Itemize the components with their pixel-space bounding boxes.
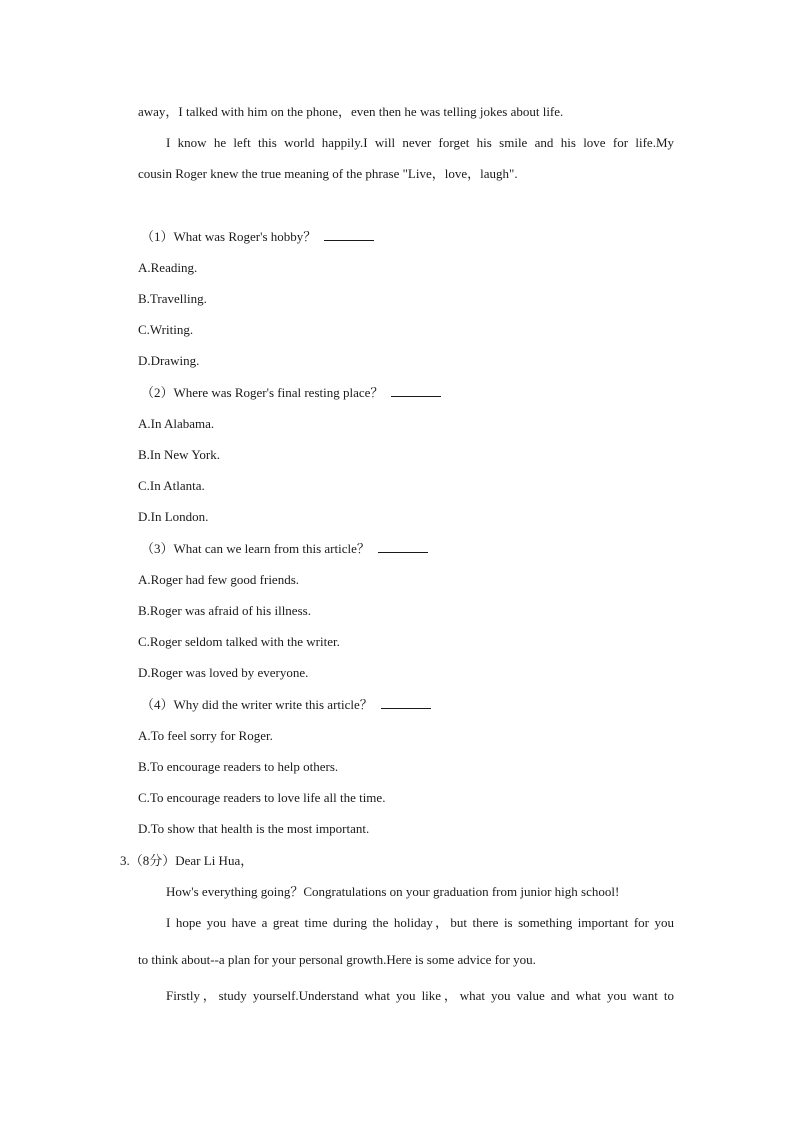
option-c: C.In Atlanta.: [138, 478, 205, 493]
passage-line: away，I talked with him on the phone，even then he was telling jokes about life.: [138, 104, 564, 119]
letter-line: to think about--a plan for your personal growth.Here is some advice for you.: [138, 952, 536, 967]
option-b: B.Travelling.: [138, 291, 207, 306]
option-b: B.Roger was afraid of his illness.: [138, 603, 311, 618]
question-stem: （4）Why did the writer write this article？: [141, 696, 431, 714]
option-c: C.To encourage readers to love life all the time.: [138, 790, 386, 805]
answer-blank[interactable]: [378, 540, 428, 553]
option-b: B.In New York.: [138, 447, 220, 462]
answer-blank[interactable]: [391, 384, 441, 397]
letter-line: How's everything going？Congratulations on your graduation from junior high school!: [166, 884, 620, 899]
option-d: D.Roger was loved by everyone.: [138, 665, 309, 680]
option-a: A.To feel sorry for Roger.: [138, 728, 273, 743]
option-c: C.Writing.: [138, 322, 194, 337]
passage-line: I know he left this world happily.I will never forget his smile and his love for life.My: [166, 135, 674, 150]
option-a: A.In Alabama.: [138, 416, 215, 431]
answer-blank[interactable]: [324, 228, 374, 241]
option-a: A.Roger had few good friends.: [138, 572, 300, 587]
answer-blank[interactable]: [381, 696, 431, 709]
section-header: 3.（8分）Dear Li Hua，: [120, 853, 254, 868]
letter-line: I hope you have a great time during the holiday，but there is something important for you: [166, 915, 674, 930]
question-stem: （1）What was Roger's hobby？: [141, 228, 374, 246]
letter-line: Firstly，study yourself.Understand what you like，what you value and what you want to: [166, 988, 674, 1003]
question-stem: （2）Where was Roger's final resting place？: [141, 384, 441, 402]
option-c: C.Roger seldom talked with the writer.: [138, 634, 340, 649]
option-d: D.To show that health is the most important.: [138, 821, 370, 836]
option-b: B.To encourage readers to help others.: [138, 759, 339, 774]
option-d: D.In London.: [138, 509, 209, 524]
option-a: A.Reading.: [138, 260, 198, 275]
question-stem: （3）What can we learn from this article？: [141, 540, 428, 558]
passage-line: cousin Roger knew the true meaning of the phrase "Live，love，laugh".: [138, 166, 518, 181]
option-d: D.Drawing.: [138, 353, 200, 368]
